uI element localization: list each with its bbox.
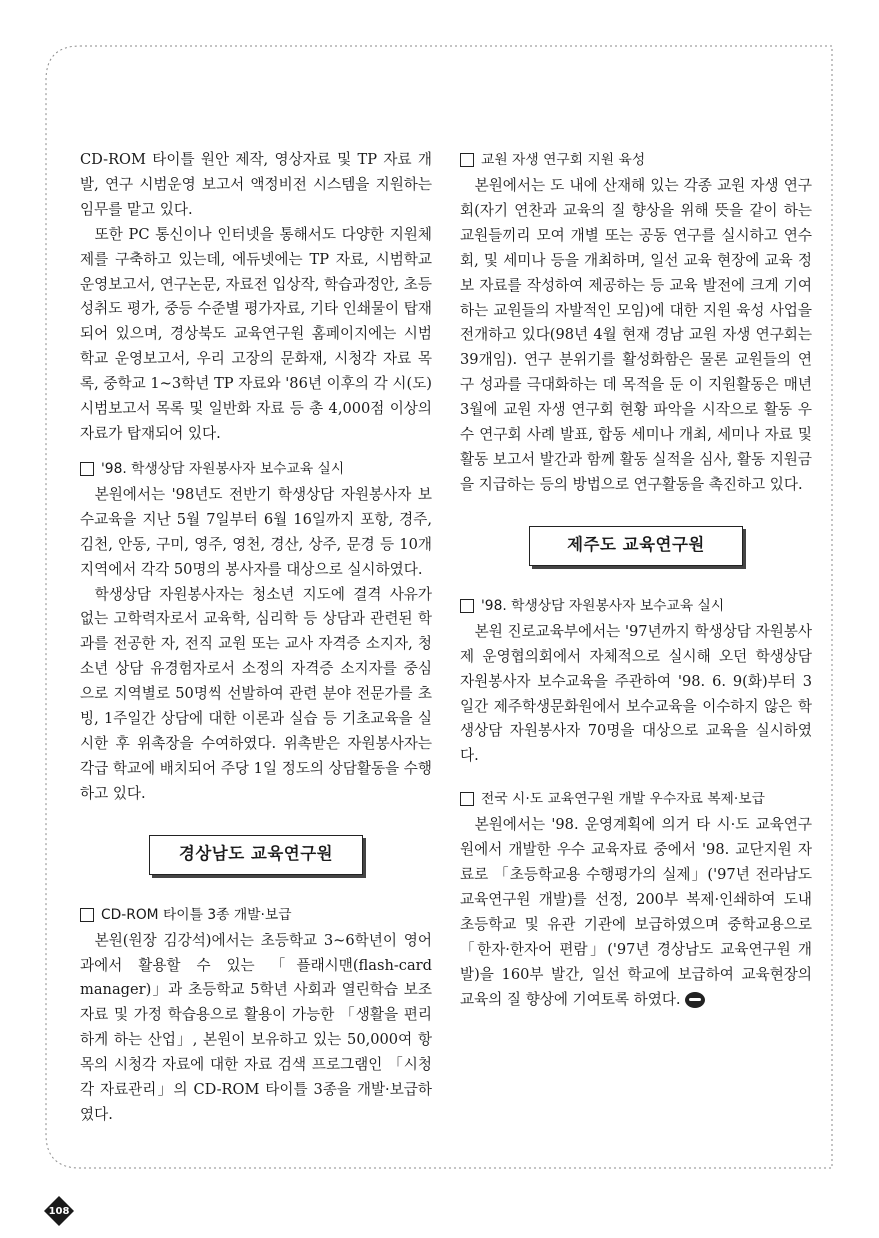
paragraph-text: 본원에서는 '98. 운영계획에 의거 타 시·도 교육연구원에서 개발한 우수 교육자료 중에서 '98. 교단지원 자료로 「초등학교용 수행평가의 실제」('97년 전라남도 교육연구원 개발)를 선정, 200부 복제·인쇄하여 도내 초등학교 및 유관 기관에 보급하였으며 중학교용으로 「한자·한자어 편람」('97년 경상남도 교육연구원 개발)을 160부 발간, 일선 학교에 보급하여 교육현장의 교육의 질 향상에 기여토록 하였다. — [460, 816, 812, 1008]
section-heading — [80, 457, 432, 481]
section-heading — [460, 148, 812, 172]
paragraph: CD-ROM 타이틀 원안 제작, 영상자료 및 TP 자료 개발, 연구 시범운영 보고서 액정비전 시스템을 지원하는 임무를 맡고 있다. — [80, 151, 432, 218]
checkbox-icon — [460, 599, 474, 613]
section-heading — [460, 787, 812, 811]
paragraph: 본원(원장 김강석)에서는 초등학교 3~6학년이 영어과에서 활용할 수 있는 「플래시맨(flash-card manager)」과 초등학교 5학년 사회과 열린학습 보조자료 및 가정 학습용으로 활용이 가능한 「생활을 편리하게 하는 산업」, 본원이 보유하고 있는 50,000여 항목의 시청각 자료에 대한 자료 검색 프로그램인 「시청각 자료관리」의 CD-ROM 타이틀 3종을 개발·보급하였다. — [80, 931, 432, 1123]
section-heading-text: '98. 학생상담 자원봉사자 보수교육 실시 — [481, 597, 725, 614]
right-column — [460, 148, 812, 1012]
end-mark-icon — [685, 992, 705, 1008]
left-column — [80, 148, 432, 1128]
paragraph: 학생상담 자원봉사자는 청소년 지도에 결격 사유가 없는 고학력자로서 교육학, 심리학 등 상담과 관련된 학과를 전공한 자, 전직 교원 또는 교사 자격증 소지자, 청소년 상담 유경험자로서 소정의 자격증 소지자를 중심으로 지역별로 50명씩 선발하여 관련 분야 전문가를 초빙, 1주일간 상담에 대한 이론과 실습 등 기초교육을 실시한 후 위촉장을 수여하였다. 위촉받은 자원봉사자는 각급 학교에 배치되어 주당 1일 정도의 상담활동을 수행하고 있다. — [80, 585, 432, 802]
checkbox-icon — [80, 462, 94, 476]
organization-title: 제주도 교육연구원 — [567, 535, 705, 555]
paragraph: 또한 PC 통신이나 인터넷을 통해서도 다양한 지원체제를 구축하고 있는데, 에듀넷에는 TP 자료, 시범학교 운영보고서, 연구논문, 자료전 입상작, 학습과정안, 초등 성취도 평가, 중등 수준별 평가자료, 기타 인쇄물이 탑재되어 있으며, 경상북도 교육연구원 홈페이지에는 시범학교 운영보고서, 우리 고장의 문화재, 시청각 자료 목록, 중학교 1~3학년 TP 자료와 '86년 이후의 각 시(도) 시범보고서 목록 및 일반화 자료 등 총 4,000점 이상의 자료가 탑재되어 있다. — [80, 225, 432, 442]
section-heading-text: CD-ROM 타이틀 3종 개발·보급 — [101, 906, 292, 923]
paragraph: 본원 진로교육부에서는 '97년까지 학생상담 자원봉사제 운영협의회에서 자체적으로 실시해 오던 학생상담 자원봉사자 보수교육을 주관하여 '98. 6. 9(화)부터 3일간 제주학생문화원에서 보수교육을 이수하지 않은 학생상담 자원봉사자 70명을 대상으로 교육을 실시하였다. — [460, 622, 812, 765]
section-heading-text: '98. 학생상담 자원봉사자 보수교육 실시 — [101, 460, 345, 477]
section-heading-text: 교원 자생 연구회 지원 육성 — [481, 152, 646, 168]
section-heading — [460, 594, 812, 618]
paragraph: 본원에서는 도 내에 산재해 있는 각종 교원 자생 연구회(자기 연찬과 교육의 질 향상을 위해 뜻을 같이 하는 교원들끼리 모여 개별 또는 공동 연구를 실시하고 연수회, 및 세미나 등을 개최하며, 일선 교육 현장에 교육 정보 자료를 작성하여 제공하는 등 교육 발전에 크게 기여하는 교원들의 자발적인 모임)에 대한 지원 육성 사업을 전개하고 있다(98년 4월 현재 경남 교원 자생 연구회는 39개임). 연구 분위기를 활성화함은 물론 교원들의 연구 성과를 극대화하는 데 목적을 둔 이 지원활동은 매년 3월에 교원 자생 연구회 현황 파악을 시작으로 활동 우수 연구회 사례 발표, 합동 세미나 개최, 세미나 자료 및 활동 보고서 발간과 함께 활동 실적을 심사, 활동 지원금을 지급하는 등의 방법으로 연구활동을 촉진하고 있다. — [460, 177, 812, 493]
page-number: 108 — [48, 1205, 70, 1217]
organization-title-box — [529, 526, 743, 566]
organization-title: 경상남도 교육연구원 — [178, 844, 334, 864]
checkbox-icon — [80, 908, 94, 922]
paragraph — [460, 813, 812, 1012]
section-heading — [80, 903, 432, 927]
checkbox-icon — [460, 153, 474, 167]
paragraph: 본원에서는 '98년도 전반기 학생상담 자원봉사자 보수교육을 지난 5월 7일부터 6월 16일까지 포항, 경주, 김천, 안동, 구미, 영주, 영천, 경산, 상주, 문경 등 10개 지역에서 각각 50명의 봉사자를 대상으로 실시하였다. — [80, 485, 432, 578]
section-heading-text: 전국 시·도 교육연구원 개발 우수자료 복제·보급 — [481, 791, 765, 808]
page-number-badge — [44, 1196, 74, 1226]
organization-title-box — [149, 835, 363, 875]
checkbox-icon — [460, 792, 474, 806]
